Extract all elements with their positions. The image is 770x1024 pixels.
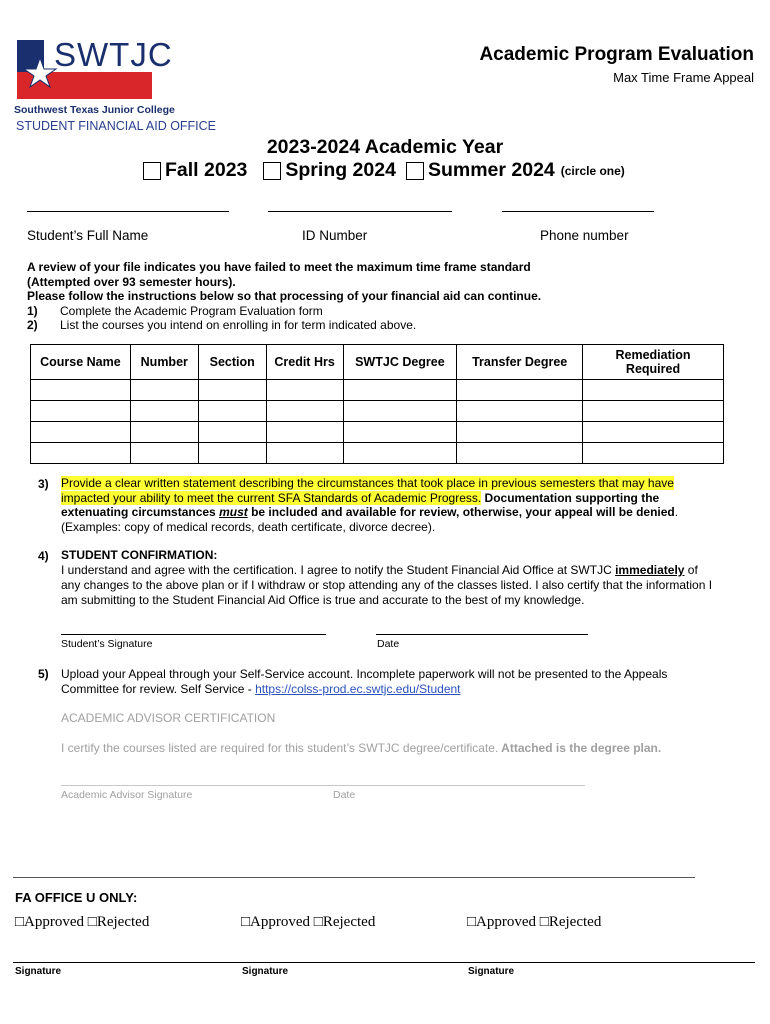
term-spring-label: Spring 2024 [285, 159, 396, 181]
step-4-number: 4) [38, 549, 49, 563]
table-cell[interactable] [343, 401, 457, 422]
academic-year: 2023-2024 Academic Year [266, 136, 504, 158]
table-row [31, 380, 724, 401]
table-cell[interactable] [130, 443, 198, 464]
advisor-signature-label: Academic Advisor Signature [61, 789, 193, 801]
page-title: Academic Program Evaluation [479, 44, 754, 65]
step-3-period: . [674, 505, 679, 519]
col-section: Section [198, 345, 266, 380]
student-id-label: ID Number [302, 228, 368, 243]
step-1-text: Complete the Academic Program Evaluation form [60, 303, 323, 318]
col-credit-hrs: Credit Hrs [266, 345, 343, 380]
term-fall-label: Fall 2023 [165, 159, 248, 181]
step-3-highlight-1: Provide a clear written statement describing the circumstances that took place in previous semesters that may have [61, 476, 674, 490]
table-row [31, 443, 724, 464]
student-name-label: Student’s Full Name [27, 228, 149, 243]
table-row [31, 422, 724, 443]
table-cell[interactable] [457, 380, 583, 401]
col-remediation-required: Remediation Required [583, 345, 724, 380]
step-3-examples: (Examples: copy of medical records, death certificate, divorce decree). [61, 519, 436, 534]
review-line-3: Please follow the instructions below so that processing of your financial aid can continue. [27, 289, 542, 303]
step-3-line-2 [61, 491, 659, 506]
table-cell[interactable] [31, 380, 131, 401]
fa-option-3[interactable]: □Approved □Rejected [467, 914, 602, 930]
col-course-name: Course Name [31, 345, 131, 380]
review-line-2: (Attempted over 93 semester hours). [27, 274, 236, 289]
courses-table [30, 344, 724, 464]
step-3-line-1 [61, 476, 674, 491]
advisor-signature-line[interactable] [61, 785, 585, 786]
term-selector [143, 159, 625, 182]
term-summer-checkbox[interactable] [406, 162, 424, 180]
step-3-doc-text: Documentation supporting the [481, 490, 660, 505]
advisor-heading: ACADEMIC ADVISOR CERTIFICATION [61, 711, 276, 725]
student-date-line[interactable] [376, 634, 588, 635]
col-swtjc-degree: SWTJC Degree [343, 345, 457, 380]
table-cell[interactable] [583, 401, 724, 422]
signature-line[interactable] [13, 962, 755, 963]
fa-option-2[interactable]: □Approved □Rejected [241, 914, 376, 930]
table-cell[interactable] [266, 422, 343, 443]
table-cell[interactable] [583, 422, 724, 443]
table-cell[interactable] [130, 422, 198, 443]
fa-option-1[interactable]: □Approved □Rejected [15, 914, 150, 930]
advisor-certify: I certify the courses listed are required for this student’s SWTJC degree/certificate. [61, 741, 499, 755]
phone-field[interactable] [502, 211, 654, 212]
step-4-line-1 [61, 563, 698, 578]
table-cell[interactable] [266, 443, 343, 464]
circle-note: (circle one) [560, 163, 625, 178]
step-3-review-text: be included and available for review, otherwise, your appeal will be denied [247, 505, 675, 519]
signature-label-2: Signature [242, 966, 289, 977]
table-cell[interactable] [457, 443, 583, 464]
student-id-field[interactable] [268, 211, 452, 212]
logo-college-name: Southwest Texas Junior College [14, 104, 175, 116]
table-cell[interactable] [198, 422, 266, 443]
step-2-number: 2) [27, 318, 38, 332]
logo-wordmark: SWTJC [54, 36, 173, 73]
advisor-attached: Attached is the degree plan. [498, 741, 662, 755]
step-4-text-post: of [684, 563, 698, 577]
table-cell[interactable] [31, 422, 131, 443]
step-4-line-2: any changes to the above plan or if I withdraw or stop attending any of the classes listed. I also certify that the information I [61, 578, 713, 592]
step-3-extenuating: extenuating circumstances [61, 505, 220, 519]
table-cell[interactable] [583, 380, 724, 401]
step-4-line-3: am submitting to the Student Financial Aid Office is true and accurate to the best of my knowledge. [61, 593, 585, 607]
student-date-label: Date [377, 638, 400, 650]
table-header-row [31, 345, 724, 380]
step-4-heading: STUDENT CONFIRMATION: [61, 548, 218, 562]
signature-label-1: Signature [15, 966, 62, 977]
fa-office-title: FA OFFICE U ONLY: [15, 890, 138, 905]
table-cell[interactable] [198, 443, 266, 464]
table-cell[interactable] [343, 422, 457, 443]
table-cell[interactable] [130, 380, 198, 401]
step-4-text-pre: I understand and agree with the certification. I agree to notify the Student Financial Aid Office at SWTJC [61, 563, 616, 577]
step-5-number: 5) [38, 667, 49, 681]
student-signature-label: Student’s Signature [61, 638, 153, 650]
table-cell[interactable] [198, 380, 266, 401]
table-cell[interactable] [583, 443, 724, 464]
step-5-text: Committee for review. Self Service - [61, 682, 256, 696]
step-2-text: List the courses you intend on enrolling in for term indicated above. [60, 318, 417, 332]
page-subtitle: Max Time Frame Appeal [613, 70, 754, 85]
student-signature-line[interactable] [61, 634, 326, 635]
table-cell[interactable] [31, 401, 131, 422]
step-5-line-1: Upload your Appeal through your Self-Service account. Incomplete paperwork will not be presented to the Appeals [61, 667, 668, 681]
table-row [31, 401, 724, 422]
table-cell[interactable] [457, 422, 583, 443]
step-1-number: 1) [27, 303, 38, 318]
col-number: Number [130, 345, 198, 380]
section-divider [13, 877, 695, 878]
table-cell[interactable] [266, 401, 343, 422]
col-transfer-degree: Transfer Degree [457, 345, 583, 380]
signature-label-3: Signature [468, 966, 515, 977]
advisor-certify-text [61, 741, 661, 755]
step-5-line-2 [61, 682, 461, 697]
table-cell[interactable] [343, 443, 457, 464]
table-cell[interactable] [31, 443, 131, 464]
table-cell[interactable] [130, 401, 198, 422]
step-3-highlight-2: impacted your ability to meet the current SFA Standards of Academic Progress. [61, 490, 482, 505]
table-cell[interactable] [343, 380, 457, 401]
table-cell[interactable] [198, 401, 266, 422]
term-summer-label: Summer 2024 [427, 159, 555, 181]
phone-label: Phone number [540, 228, 629, 243]
self-service-link[interactable]: https://colss-prod.ec.swtjc.edu/Student [255, 682, 461, 696]
term-fall-checkbox[interactable] [143, 162, 161, 180]
student-name-field[interactable] [27, 211, 229, 212]
table-cell[interactable] [457, 401, 583, 422]
advisor-date-label: Date [333, 789, 356, 801]
step-3-number: 3) [38, 477, 49, 491]
table-cell[interactable] [266, 380, 343, 401]
review-line-1: A review of your file indicates you have failed to meet the maximum time frame standard [27, 260, 531, 274]
office-name: STUDENT FINANCIAL AID OFFICE [16, 119, 217, 133]
step-4-immediately: immediately [615, 563, 685, 577]
term-spring-checkbox[interactable] [263, 162, 281, 180]
step-3-line-3 [61, 505, 678, 520]
step-3-must: must [219, 505, 248, 519]
college-logo [14, 36, 175, 118]
